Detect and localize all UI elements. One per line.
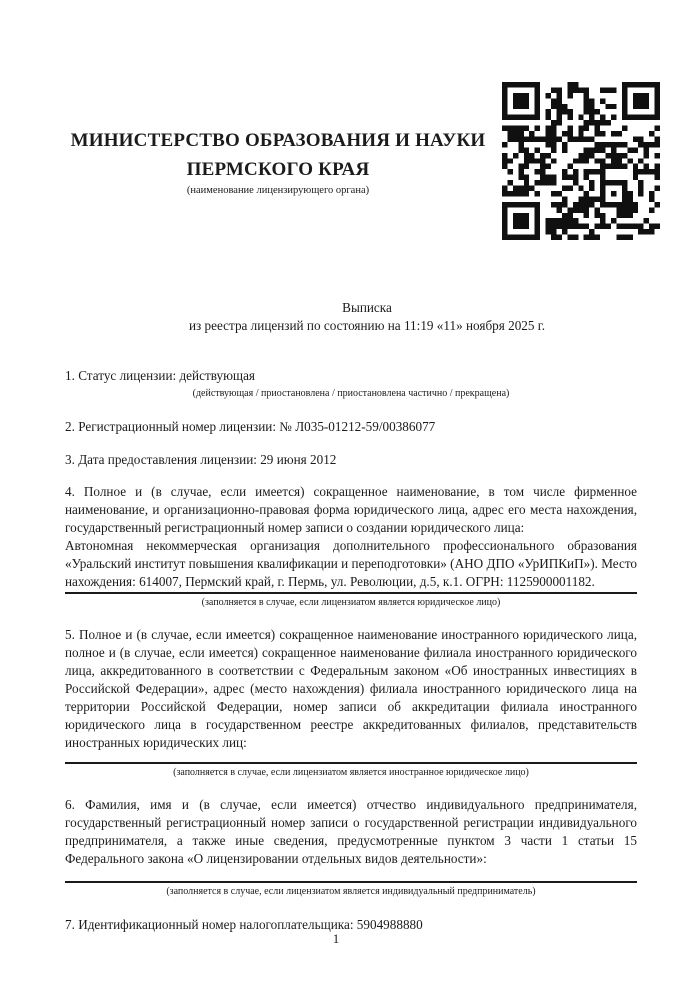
legal-entity-section	[65, 483, 637, 609]
legal-entity-heading: 4. Полное и (в случае, если имеется) сокращенное наименование, в том числе фирменное наименование, и организационно-правовая форма юридического лица, адрес его места нахождения, государственный регистрационный номер записи о создании юридического лица:	[65, 484, 637, 535]
document-title-line2: из реестра лицензий по состоянию на 11:19 «11» ноября 2025 г.	[188, 318, 546, 333]
legal-entity-caption: (заполняется в случае, если лицензиатом является юридическое лицо)	[201, 597, 501, 608]
foreign-entity-heading: 5. Полное и (в случае, если имеется) сокращенное наименование иностранного юридического лица, полное и (в случае, если имеется) сокращенное наименование филиала иностранного юридического лица, аккредитованного в соответствии с Федеральным законом «Об иностранных инвестициях в Российской Федерации», адрес (место нахождения) филиала иностранного юридического лица на территории Российской Федерации, номер записи об аккредитации филиала иностранного юридического лица в государственном реестре аккредитованных филиалов, представительств иностранных юридических лиц:	[65, 627, 637, 750]
license-status: 1. Статус лицензии: действующая	[65, 368, 256, 383]
ministry-caption: (наименование лицензирующего органа)	[186, 185, 370, 196]
page-number: 1	[332, 931, 340, 946]
document-title-line1: Выписка	[342, 300, 392, 315]
ministry-name-line2: ПЕРМСКОГО КРАЯ	[186, 159, 370, 180]
qr-code-icon	[502, 82, 660, 240]
legal-entity-value: Автономная некоммерческая организация дополнительного профессионального образования «Уральский институт повышения квалификации и переподготовки» (АНО ДПО «УрИПКиП»). Место нахождения: 614007, Пермский край, г. Пермь, ул. Революции, д.5, к.1. ОГРН: 1125900001182.	[65, 538, 637, 589]
foreign-entity-caption: (заполняется в случае, если лицензиатом является иностранное юридическое лицо)	[173, 767, 529, 778]
entrepreneur-blank-rule	[65, 881, 637, 883]
taxpayer-number: 7. Идентификационный номер налогоплательщика: 5904988880	[65, 917, 423, 932]
entrepreneur-heading: 6. Фамилия, имя и (в случае, если имеется) отчество индивидуального предпринимателя, государственный регистрационный номер записи о государственной регистрации индивидуального предпринимателя, а также иные сведения, предусмотренные пунктом 3 части 1 статьи 15 Федерального закона «О лицензировании отдельных видов деятельности»:	[65, 797, 637, 866]
ministry-name	[62, 126, 494, 184]
foreign-entity-blank-rule	[65, 762, 637, 764]
foreign-entity-section	[65, 626, 637, 779]
legal-entity-rule	[65, 592, 637, 594]
license-status-options-caption: (действующая / приостановлена / приостановлена частично / прекращена)	[192, 388, 510, 399]
document-title	[97, 299, 637, 335]
ministry-name-line1: МИНИСТЕРСТВО ОБРАЗОВАНИЯ И НАУКИ	[70, 130, 486, 151]
items-list	[65, 367, 637, 934]
entrepreneur-caption: (заполняется в случае, если лицензиатом является индивидуальный предприниматель)	[166, 886, 536, 897]
registration-number: 2. Регистрационный номер лицензии: № Л035-01212-59/00386077	[65, 419, 436, 434]
license-grant-date: 3. Дата предоставления лицензии: 29 июня 2012	[65, 452, 337, 467]
entrepreneur-section	[65, 796, 637, 898]
